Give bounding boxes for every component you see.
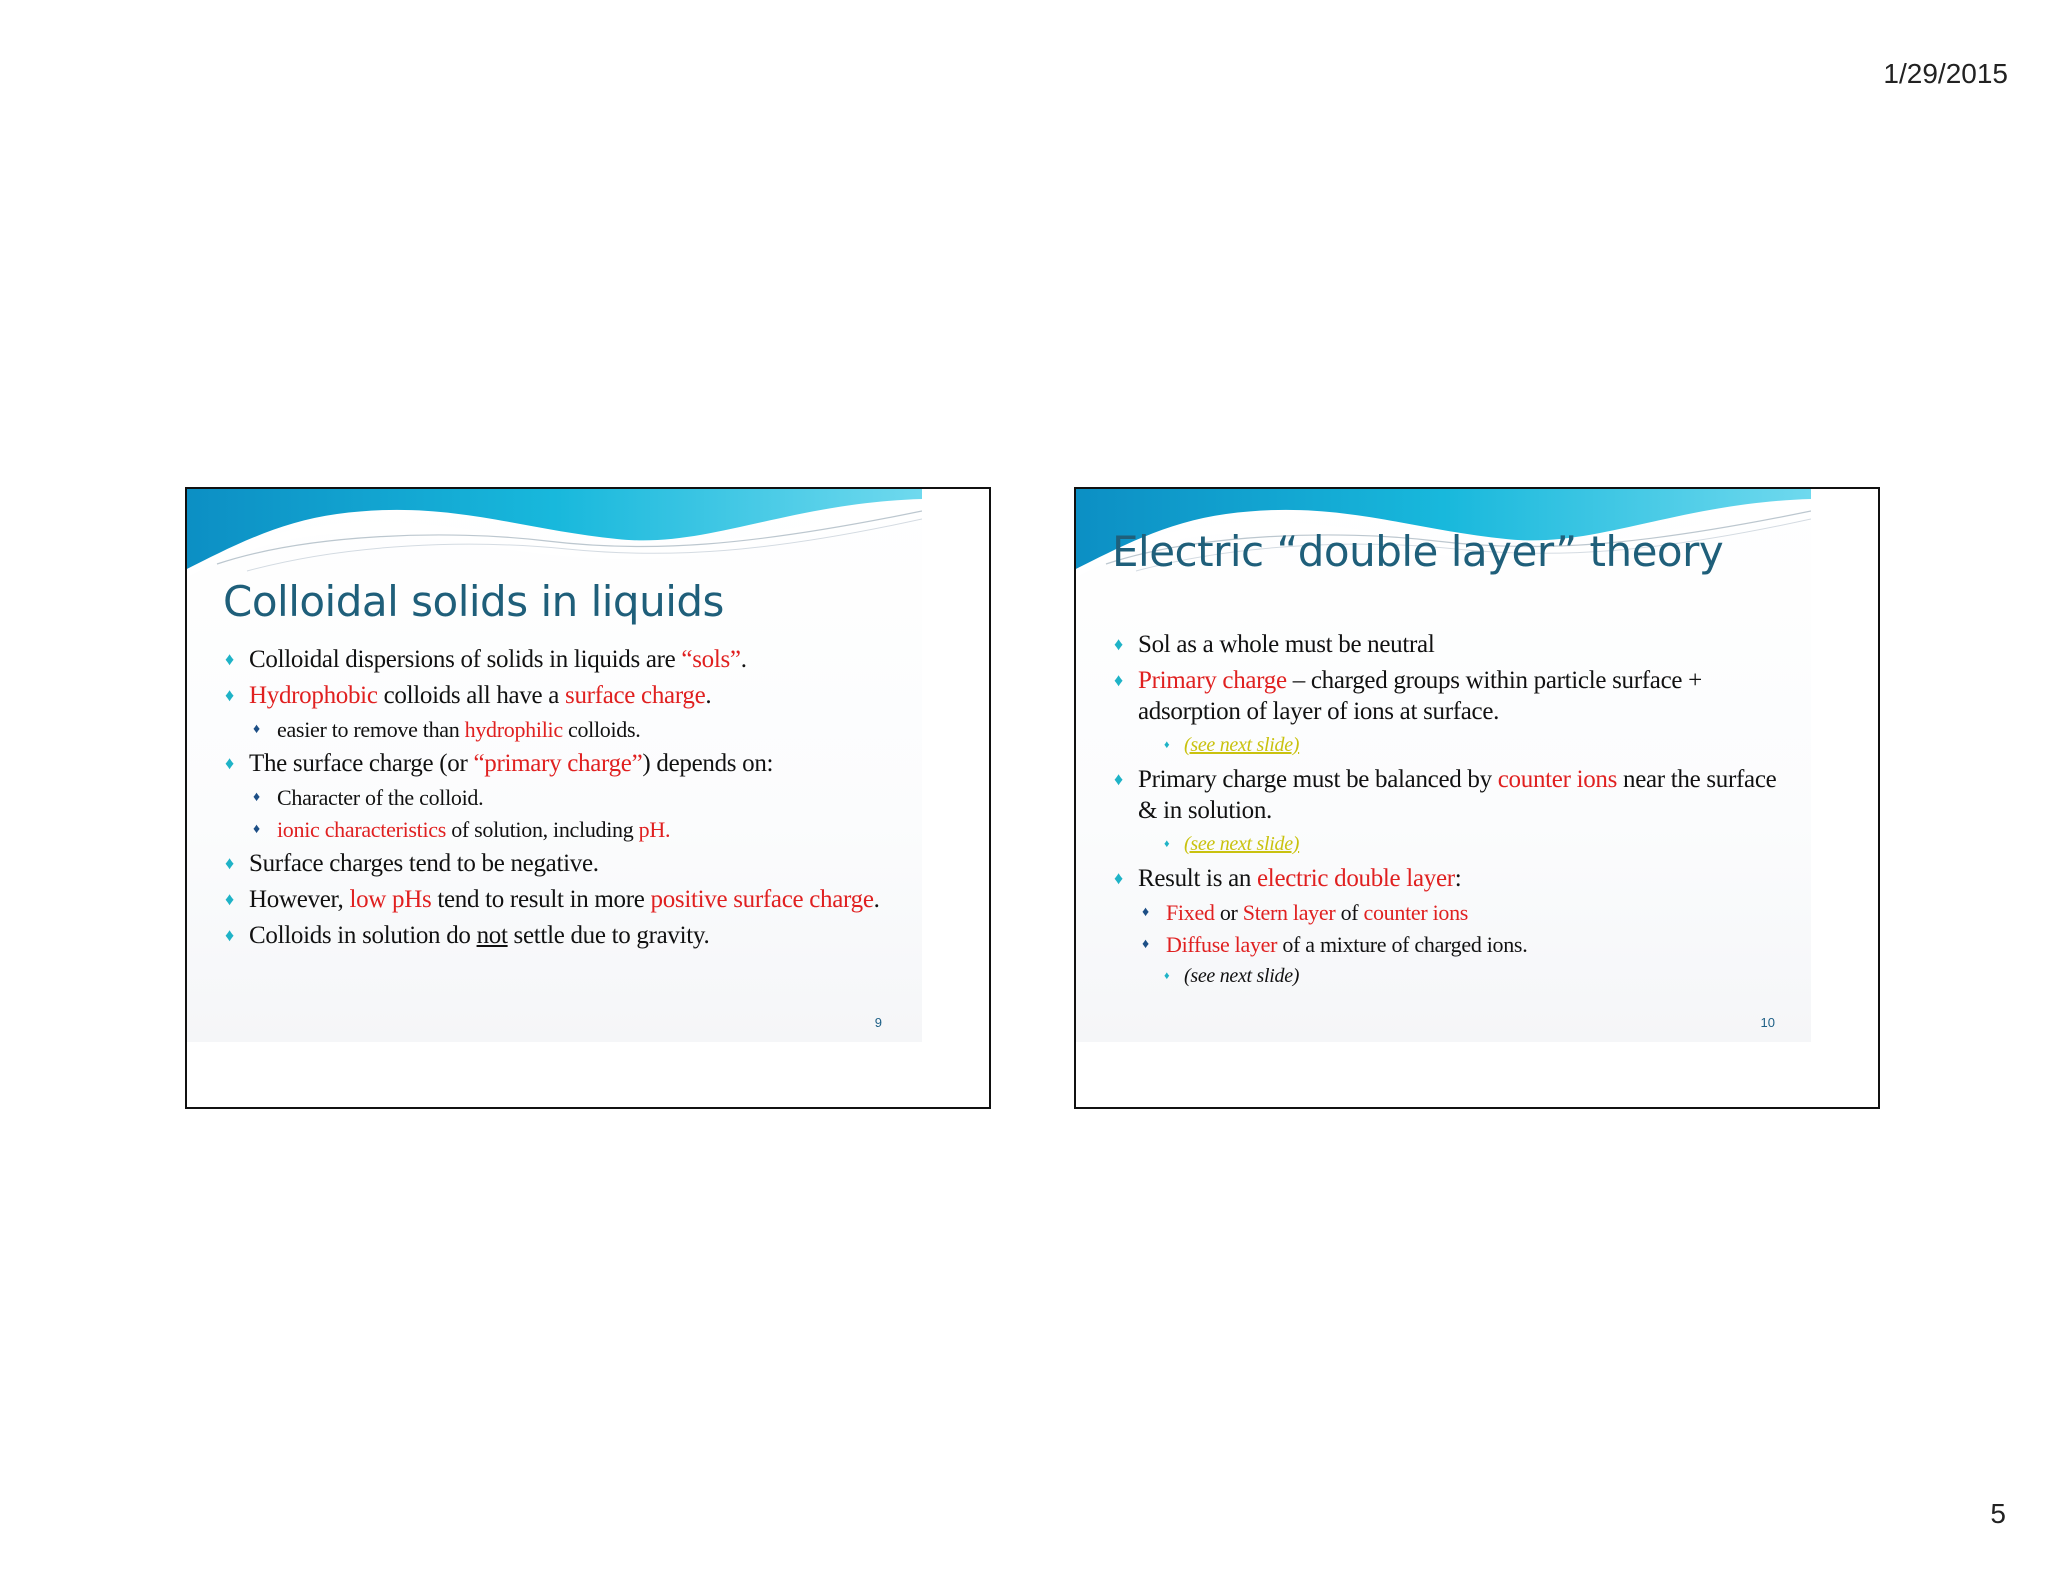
slide-canvas <box>187 489 922 1042</box>
bullet-text: Result is an <box>1138 865 1258 892</box>
bullet-item <box>251 716 902 744</box>
bullet-list <box>223 644 902 956</box>
bullet-text: Colloidal dispersions of solids in liquids are <box>249 646 682 673</box>
bullet-text: The surface charge (or <box>249 750 474 777</box>
bullet-text: ionic characteristics <box>277 817 447 842</box>
bullet-text: (see next slide) <box>1184 965 1300 987</box>
bullet-text: . <box>873 886 880 913</box>
bullet-item <box>223 748 902 779</box>
bullet-text: of solution, including <box>446 817 639 842</box>
bullet-text: Hydrophobic <box>249 682 378 709</box>
bullet-text: electric double layer <box>1257 865 1455 892</box>
bullet-text: colloids. <box>562 717 641 742</box>
bullet-text: surface charge <box>565 682 706 709</box>
page-number: 5 <box>1990 1498 2006 1529</box>
bullet-item <box>223 884 902 915</box>
bullet-text: positive surface charge <box>650 886 874 913</box>
bullet-text: “primary charge” <box>473 750 643 777</box>
bullet-text: colloids all have a <box>377 682 566 709</box>
bullet-item <box>251 816 902 844</box>
bullet-item <box>1162 732 1791 758</box>
bullet-text: near the surface & in solution. <box>1138 766 1777 824</box>
bullet-text: . <box>705 682 712 709</box>
bullet-text: : <box>1454 865 1462 892</box>
bullet-text: Primary charge must be balanced by <box>1138 766 1498 793</box>
slide-frame-10 <box>1074 487 1880 1109</box>
slide-title: Electric “double layer” theory <box>1112 527 1724 576</box>
bullet-text: counter ions <box>1363 900 1469 925</box>
bullet-item <box>1112 764 1791 826</box>
bullet-text: Diffuse layer <box>1166 932 1278 957</box>
bullet-text: easier to remove than <box>277 717 465 742</box>
bullet-item <box>1162 831 1791 857</box>
bullet-item <box>1112 665 1791 727</box>
slide-number: 9 <box>874 1015 882 1030</box>
bullet-item <box>223 920 902 951</box>
bullet-text: Colloids in solution do <box>249 922 477 949</box>
bullet-item <box>1140 931 1791 959</box>
bullet-text: Primary charge <box>1138 667 1287 694</box>
bullet-item <box>223 848 902 879</box>
bullet-item <box>223 644 902 675</box>
bullet-text: (see next slide) <box>1184 833 1300 855</box>
bullet-item <box>1140 899 1791 927</box>
page-date: 1/29/2015 <box>1883 58 2008 89</box>
bullet-item <box>1112 629 1791 660</box>
bullet-text: However, <box>249 886 350 913</box>
bullet-text: – charged groups within particle surface + adsorption of layer of ions at surface. <box>1138 667 1702 725</box>
bullet-text: settle due to gravity. <box>507 922 710 949</box>
bullet-text: of <box>1335 900 1364 925</box>
bullet-item <box>223 680 902 711</box>
bullet-text: pH. <box>638 817 671 842</box>
bullet-text: low pHs <box>349 886 432 913</box>
bullet-text: (see next slide) <box>1184 734 1300 756</box>
bullet-text: Character of the colloid. <box>277 785 484 810</box>
bullet-text: of a mixture of charged ions. <box>1277 932 1528 957</box>
slide-number: 10 <box>1760 1015 1775 1030</box>
bullet-item <box>251 784 902 812</box>
bullet-text: Surface charges tend to be negative. <box>249 850 599 877</box>
bullet-item <box>1112 863 1791 894</box>
bullet-text: tend to result in more <box>431 886 651 913</box>
slide-canvas <box>1076 489 1811 1042</box>
bullet-item <box>1162 963 1791 989</box>
bullet-text: ) depends on: <box>642 750 774 777</box>
bullet-text: Stern layer <box>1242 900 1336 925</box>
bullet-text: Sol as a whole must be neutral <box>1138 631 1435 658</box>
slide-frame-9 <box>185 487 991 1109</box>
bullet-text: “sols” <box>681 646 741 673</box>
slide-title: Colloidal solids in liquids <box>223 577 724 626</box>
bullet-text: not <box>476 922 508 949</box>
bullet-text: Fixed <box>1166 900 1215 925</box>
bullet-text: hydrophilic <box>464 717 563 742</box>
bullet-text: counter ions <box>1497 766 1618 793</box>
bullet-text: or <box>1214 900 1243 925</box>
bullet-list <box>1112 629 1791 995</box>
bullet-text: . <box>740 646 747 673</box>
